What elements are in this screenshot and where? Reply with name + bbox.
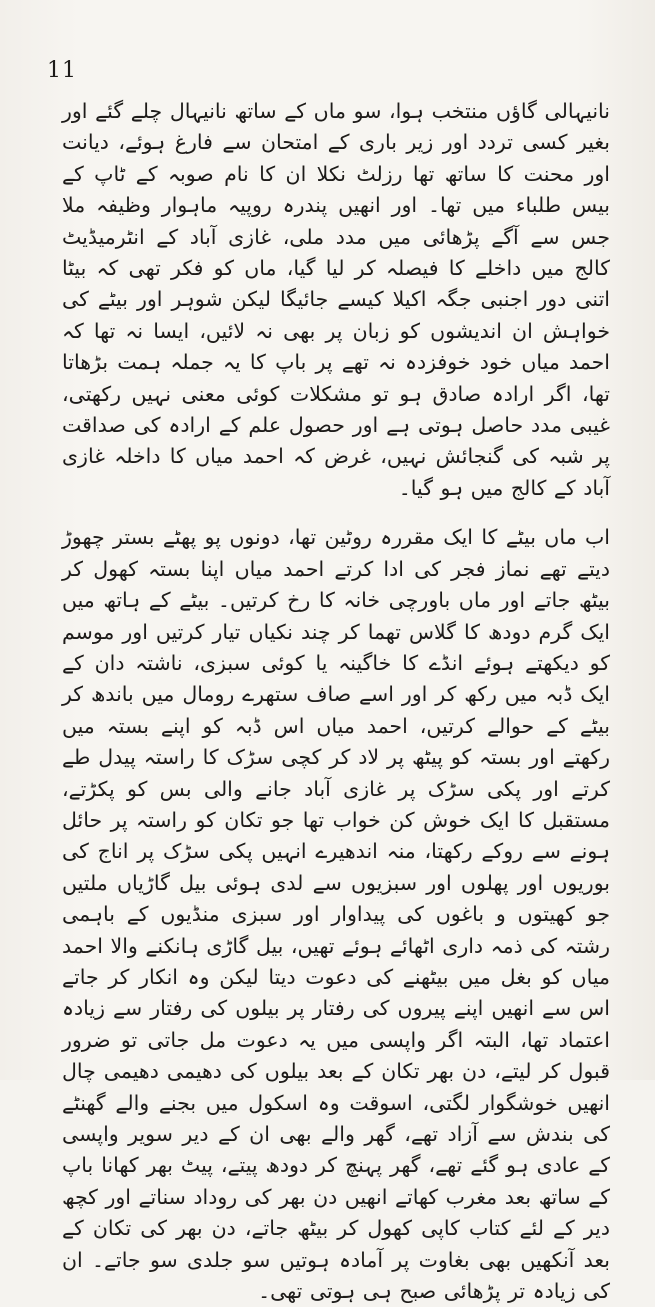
paragraph-2: اب ماں بیٹے کا ایک مقررہ روٹین تھا، دونوں پو پھٹے بستر چھوڑ دیتے تھے نماز فجر کی ادا کرتے احمد میاں اپنا بستہ کھول کر بیٹھ جاتے اور ماں باورچی خانہ کا رخ کرتیں۔ بیٹے کے ہاتھ میں ایک گرم دودھ کا گلاس تھما کر چند نکیاں تیار کرتیں اور موسم کو دیکھتے ہوئے انڈے کا خاگینہ یا کوئی سبزی، ناشتہ دان کے ایک ڈبہ میں رکھ کر اور اسے صاف ستھرے رومال میں باندھ کر بیٹے کے حوالے کرتیں، احمد میاں اس ڈبہ کو اپنے بستہ میں رکھتے اور بستہ کو پیٹھ پر لاد کر کچی سڑک کا راستہ پیدل طے کرتے اور پکی سڑک پر غازی آباد جانے والی بس کو پکڑتے، مستقبل کا ایک خوش کن خواب تھا جو تکان کو راستہ پر حائل ہونے سے روکے رکھتا، منہ اندھیرے انہیں پکی سڑک پر اناج کی بوریوں اور پھلوں اور سبزیوں سے لدی ہوئی بیل گاڑیاں ملتیں جو کھیتوں و باغوں کی پیداوار اور سبزی منڈیوں کے باہمی رشتہ کی ذمہ داری اٹھائے ہوئے تھیں، بیل گاڑی ہانکنے والا احمد میاں کو بغل میں بیٹھنے کی دعوت دیتا لیکن وہ انکار کر جاتے اس سے انھیں اپنے پیروں کی رفتار پر بیلوں کی رفتار سے زیادہ اعتماد تھا، البتہ اگر واپسی میں یہ دعوت مل جاتی تو ضرور قبول کر لیتے، دن بھر تکان کے بعد بیلوں کی دھیمی دھیمی چال انھیں خوشگوار لگتی، اسوقت وہ اسکول میں بجنے والے گھنٹے کی بندش سے آزاد تھے، گھر والے بھی ان کے دیر سویر واپسی کے عادی ہو گئے تھے، گھر پہنچ کر دودھ پیتے، پیٹ بھر کھانا باپ کے ساتھ بعد مغرب کھاتے انھیں دن بھر کی روداد سناتے اور کچھ دیر کے لئے کتاب کاپی کھول کر بیٹھ جاتے، دن بھر کی تکان کے بعد آنکھیں بھی بغاوت پر آمادہ ہوتیں سو جلدی سو جاتے۔ ان کی زیادہ تر پڑھائی صبح ہی ہوتی تھی۔ [62,525,610,1304]
paragraph-1: نانیہالی گاؤں منتخب ہوا، سو ماں کے ساتھ نانیہال چلے گئے اور بغیر کسی تردد اور زیر باری کے امتحان سے فارغ ہوئے، دیانت اور محنت کا ساتھ تھا رزلٹ نکلا ان کا نام صوبہ کے ٹاپ کے بیس طلباء میں تھا۔ اور انھیں پندرہ روپیہ ماہوار وظیفہ ملا جس سے آگے پڑھائی میں مدد ملی، غازی آباد کے انٹرمیڈیٹ کالج میں داخلے کا فیصلہ کر لیا گیا، ماں کو فکر تھی کہ بیٹا اتنی دور اجنبی جگہ اکیلا کیسے جائیگا لیکن شوہر اور بیٹے کی خواہش ان اندیشوں کو زبان پر بھی نہ لائیں، ایسا نہ تھا کہ احمد میاں خود خوفزدہ نہ تھے پر باپ کا یہ جملہ ہمت بڑھاتا تھا، اگر ارادہ صادق ہو تو مشکلات کوئی معنی نہیں رکھتی، غیبی مدد حاصل ہوتی ہے اور حصول علم کے ارادہ کی صداقت پر شبہ کی گنجائش نہیں، غرض کہ احمد میاں کا داخلہ غازی آباد کے کالج میں ہو گیا۔ [62,99,610,500]
page-text [62,96,610,1307]
page-number: 11 [47,58,77,83]
